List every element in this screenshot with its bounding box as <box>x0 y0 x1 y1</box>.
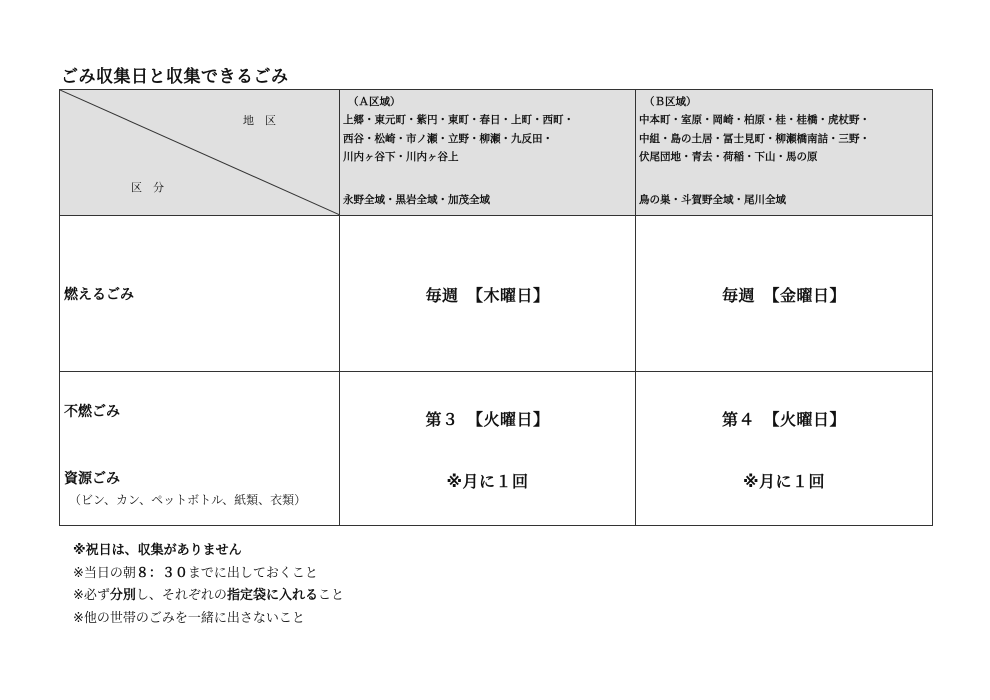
collection-schedule-table <box>59 89 933 526</box>
header-row <box>60 90 933 216</box>
nonburnable-resource-category-cell <box>60 372 340 526</box>
nonburnable-resource-area-a-cell <box>340 372 636 526</box>
burnable-area-b-schedule: 毎週 【金曜日】 <box>721 286 846 305</box>
resource-area-b-schedule: ※月に１回 <box>742 472 826 491</box>
resource-items-note: （ビン、カン、ペットボトル、紙類、衣類） <box>69 493 307 507</box>
note-sorting: ※必ず分別し、それぞれの指定袋に入れること <box>73 588 344 603</box>
area-a-towns-line: 川内ヶ谷下・川内ヶ谷上 <box>343 151 459 163</box>
nonburnable-resource-row <box>60 372 933 526</box>
area-a-header-cell <box>340 90 636 216</box>
note-holiday: ※祝日は、収集がありません <box>73 543 242 558</box>
resource-label: 資源ごみ <box>64 471 120 487</box>
note-deadline: ※当日の朝８：３０までに出しておくこと <box>73 565 318 581</box>
burnable-area-b-cell <box>636 216 933 372</box>
area-b-town-list <box>639 111 930 167</box>
area-a-whole-districts: 永野全域・黒岩全域・加茂全域 <box>343 193 490 206</box>
area-b-towns-line: 中本町・室原・岡崎・柏原・桂・桂橋・虎杖野・ <box>639 114 870 126</box>
notes-section <box>73 540 344 630</box>
district-header-label: 地 区 <box>243 114 276 127</box>
area-b-tag: （Ｂ区域） <box>644 96 697 108</box>
category-header-label: 区 分 <box>131 181 164 194</box>
area-b-towns-line: 伏尾団地・青去・荷稲・下山・馬の原 <box>639 151 818 163</box>
note-other-households: ※他の世帯のごみを一緒に出さないこと <box>73 610 305 626</box>
area-a-town-list <box>343 111 633 167</box>
diagonal-divider-line <box>60 90 340 215</box>
area-a-towns-line: 上郷・東元町・紫円・東町・春日・上町・西町・ <box>343 114 574 126</box>
area-a-tag: （Ａ区域） <box>348 96 401 108</box>
area-b-header-cell <box>636 90 933 216</box>
page-title: ごみ収集日と収集できるごみ <box>61 67 289 87</box>
nonburnable-resource-area-b-cell <box>636 372 933 526</box>
nonburnable-area-a-schedule: 第３ 【火曜日】 <box>425 410 550 429</box>
burnable-area-a-schedule: 毎週 【木曜日】 <box>425 286 550 305</box>
diagonal-header-cell <box>60 90 340 216</box>
nonburnable-area-b-schedule: 第４ 【火曜日】 <box>721 410 846 429</box>
area-b-towns-line: 中組・島の土居・冨士見町・柳瀬橋南詰・三野・ <box>639 132 870 145</box>
burnable-label: 燃えるごみ <box>64 287 134 303</box>
area-a-towns-line: 西谷・松崎・市ノ瀬・立野・柳瀬・九反田・ <box>343 132 553 145</box>
burnable-category-cell <box>60 216 340 372</box>
resource-area-a-schedule: ※月に１回 <box>446 472 529 491</box>
burnable-area-a-cell <box>340 216 636 372</box>
nonburnable-label: 不燃ごみ <box>64 404 120 420</box>
area-b-whole-districts: 鳥の巣・斗賀野全域・尾川全域 <box>639 193 786 206</box>
burnable-row <box>60 216 933 372</box>
